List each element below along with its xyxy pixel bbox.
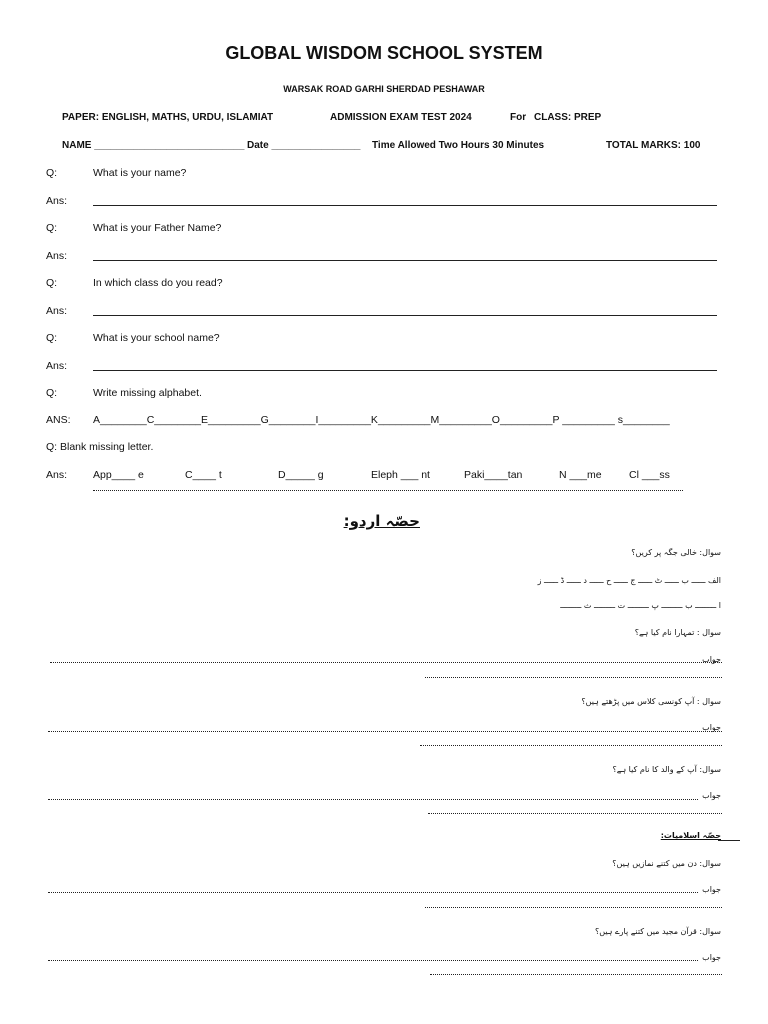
islamiat-answer-line[interactable] — [48, 892, 698, 893]
alphabet-ans-label: ANS: — [46, 414, 71, 426]
question-4: What is your school name? — [93, 332, 220, 344]
islamiat-answer-line[interactable] — [425, 907, 722, 908]
name-field[interactable]: NAME ___________________________ — [62, 140, 245, 151]
urdu-answer-line[interactable] — [425, 677, 722, 678]
islamiat-question-2: سوال: قرآن مجید میں کتنے پارے ہیں؟ — [595, 927, 721, 936]
total-marks: TOTAL MARKS: 100 — [606, 140, 701, 151]
urdu-question-4: سوال: آپ کے والد کا نام کیا ہے؟ — [612, 765, 721, 774]
section-divider — [93, 490, 683, 491]
time-allowed: Time Allowed Two Hours 30 Minutes — [372, 140, 545, 151]
question-2: What is your Father Name? — [93, 222, 222, 234]
question-label: Q: — [46, 222, 58, 234]
question-1: What is your name? — [93, 167, 187, 179]
question-label: Q: — [46, 387, 58, 399]
urdu-answer-label: جواب — [702, 723, 721, 732]
class-label: CLASS: PREP — [534, 112, 602, 123]
school-address: WARSAK ROAD GARHI SHERDAD PESHAWAR — [283, 84, 485, 94]
islamiat-answer-line[interactable] — [48, 960, 698, 961]
question-label: Q: — [46, 167, 58, 179]
question-label: Q: — [46, 332, 58, 344]
urdu-answer-line[interactable] — [420, 745, 722, 746]
islamiat-answer-line[interactable] — [430, 974, 722, 975]
urdu-answer-line[interactable] — [48, 799, 698, 800]
urdu-question-3: سوال : آپ کونسی کلاس میں پڑھتے ہیں؟ — [581, 697, 721, 706]
blank-word[interactable]: Cl ___ss — [629, 469, 670, 481]
answer-line-2[interactable] — [93, 260, 717, 261]
answer-label: Ans: — [46, 305, 68, 317]
islamiat-section-heading: حصّہ اسلامیات: — [660, 831, 721, 840]
urdu-question-2: سوال : تمہارا نام کیا ہے؟ — [634, 628, 721, 637]
answer-label: Ans: — [46, 469, 68, 481]
urdu-question-1: سوال: خالی جگہ پر کریں؟ — [631, 548, 721, 557]
islamiat-answer-label: جواب — [702, 953, 721, 962]
urdu-answer-label: جواب — [702, 791, 721, 800]
answer-line-3[interactable] — [93, 315, 717, 316]
islamiat-answer-label: جواب — [702, 885, 721, 894]
for-label: For — [510, 112, 527, 123]
blank-word[interactable]: C____ t — [185, 469, 222, 481]
date-field[interactable]: Date ________________ — [247, 140, 361, 151]
urdu-answer-line[interactable] — [50, 662, 722, 663]
school-title: GLOBAL WISDOM SCHOOL SYSTEM — [225, 43, 543, 63]
blank-word[interactable]: Eleph ___ nt — [371, 469, 430, 481]
blank-word[interactable]: N ___me — [559, 469, 602, 481]
answer-label: Ans: — [46, 195, 68, 207]
answer-label: Ans: — [46, 360, 68, 372]
paper-subjects: PAPER: ENGLISH, MATHS, URDU, ISLAMIAT — [62, 112, 274, 123]
urdu-answer-label: جواب — [702, 655, 721, 664]
exam-name: ADMISSION EXAM TEST 2024 — [330, 112, 472, 123]
answer-line-4[interactable] — [93, 370, 717, 371]
urdu-answer-line[interactable] — [428, 813, 722, 814]
answer-label: Ans: — [46, 250, 68, 262]
urdu-section-heading: حصّہ اردو: — [343, 512, 420, 530]
urdu-letters-row-2[interactable]: ا ـــــــــ ب ـــــــــ پ ـــــــــ ت ـــــــــ ث ـــــــــ — [560, 601, 721, 610]
alphabet-blanks[interactable]: A________C________E_________G________I_________K_________M_________O_________P _________ s________ — [93, 414, 670, 426]
blank-word[interactable]: App____ e — [93, 469, 144, 481]
question-label: Q: — [46, 277, 58, 289]
blank-word[interactable]: D_____ g — [278, 469, 324, 481]
urdu-letters-row-1[interactable]: الف ــــــ ب ــــــ ٹ ــــــ ج ــــــ ح ــــــ د ــــــ ڈ ــــــ ز — [537, 576, 721, 585]
blank-word[interactable]: Paki____tan — [464, 469, 523, 481]
heading-underline — [718, 840, 740, 841]
islamiat-question-1: سوال: دن میں کتنے نمازیں ہیں؟ — [612, 859, 721, 868]
question-3: In which class do you read? — [93, 277, 223, 289]
answer-line-1[interactable] — [93, 205, 717, 206]
urdu-answer-line[interactable] — [48, 731, 722, 732]
blank-letter-question: Q: Blank missing letter. — [46, 441, 154, 453]
question-5: Write missing alphabet. — [93, 387, 202, 399]
